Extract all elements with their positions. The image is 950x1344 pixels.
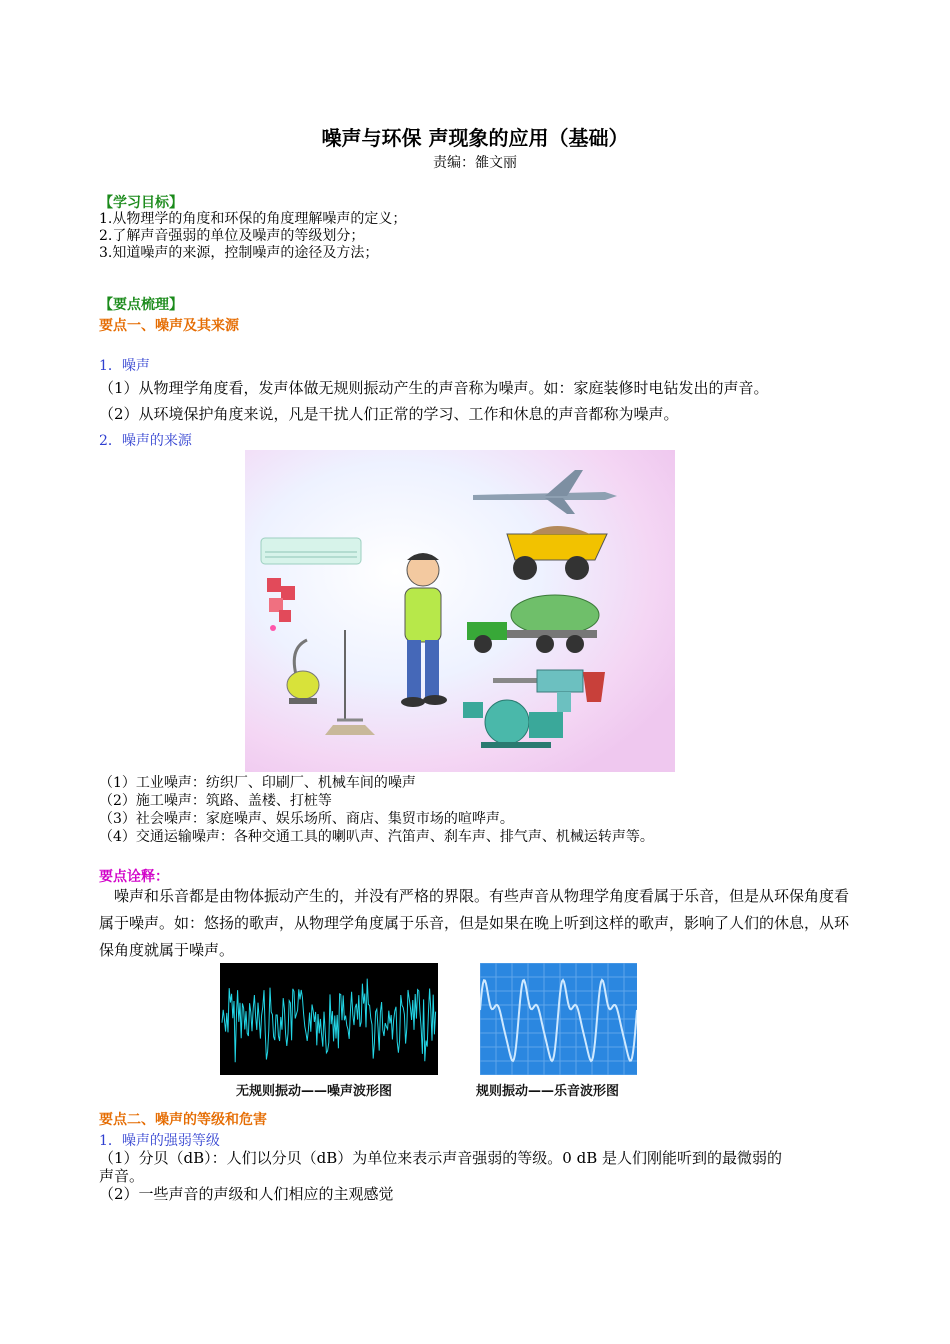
music-waveform-image xyxy=(480,963,637,1075)
definition-physics: （1）从物理学角度看，发声体做无规则振动产生的声音称为噪声。如：家庭装修时电钻发出的声音。 xyxy=(99,379,769,397)
summary-heading: 【要点梳理】 xyxy=(99,297,183,313)
editor-line: 责编：雒文丽 xyxy=(433,155,517,171)
noise-sources-svg xyxy=(245,450,675,772)
noise-sources-illustration xyxy=(245,450,675,772)
source-item: （1）工业噪声：纺织厂、印刷厂、机械车间的噪声 xyxy=(99,775,416,791)
goal-item: 1.从物理学的角度和环保的角度理解噪声的定义； xyxy=(99,211,407,227)
subheading-sources: 2．噪声的来源 xyxy=(99,433,192,449)
source-item: （3）社会噪声：家庭噪声、娱乐场所、商店、集贸市场的喧哗声。 xyxy=(99,811,514,827)
explain-heading: 要点诠释： xyxy=(99,869,169,885)
air-conditioner-icon xyxy=(261,538,361,564)
explain-paragraph: 噪声和乐音都是由物体振动产生的，并没有严格的界限。有些声音从物理学角度看属于乐音，但是从环保角度看属于噪声。如：悠扬的歌声，从物理学角度属于乐音，但是如果在晚上听到这样的歌声，影响了人们的休息，从环保角度就属于噪声。 xyxy=(99,887,850,959)
music-waveform-caption: 规则振动——乐音波形图 xyxy=(476,1084,620,1099)
music-waveform-svg xyxy=(480,963,637,1075)
goal-item: 2.了解声音强弱的单位及噪声的等级划分； xyxy=(99,228,365,244)
goals-heading: 【学习目标】 xyxy=(99,195,183,211)
subheading-noise: 1．噪声 xyxy=(99,358,150,374)
decibel-item-line1: （1）分贝（dB）：人们以分贝（dB）为单位来表示声音强弱的等级。0 dB 是人们刚能听到的最微弱的 xyxy=(99,1149,783,1167)
point2-heading: 要点二、噪声的等级和危害 xyxy=(99,1112,267,1128)
source-item: （2）施工噪声：筑路、盖楼、打桩等 xyxy=(99,793,332,809)
noise-waveform-caption: 无规则振动——噪声波形图 xyxy=(236,1084,393,1099)
noise-waveform-image xyxy=(220,963,438,1075)
noise-waveform-svg xyxy=(220,963,438,1075)
decibel-item-line2: 声音。 xyxy=(99,1167,145,1185)
sound-level-item: （2）一些声音的声级和人们相应的主观感觉 xyxy=(99,1185,394,1203)
page-title: 噪声与环保 声现象的应用（基础） xyxy=(321,126,629,150)
definition-environment: （2）从环境保护角度来说，凡是干扰人们正常的学习、工作和休息的声音都称为噪声。 xyxy=(99,405,679,423)
subheading-levels: 1．噪声的强弱等级 xyxy=(99,1133,220,1149)
source-item: （4）交通运输噪声：各种交通工具的喇叭声、汽笛声、刹车声、排气声、机械运转声等。 xyxy=(99,829,654,845)
goal-item: 3.知道噪声的来源，控制噪声的途径及方法； xyxy=(99,245,379,261)
point1-heading: 要点一、噪声及其来源 xyxy=(99,318,239,334)
